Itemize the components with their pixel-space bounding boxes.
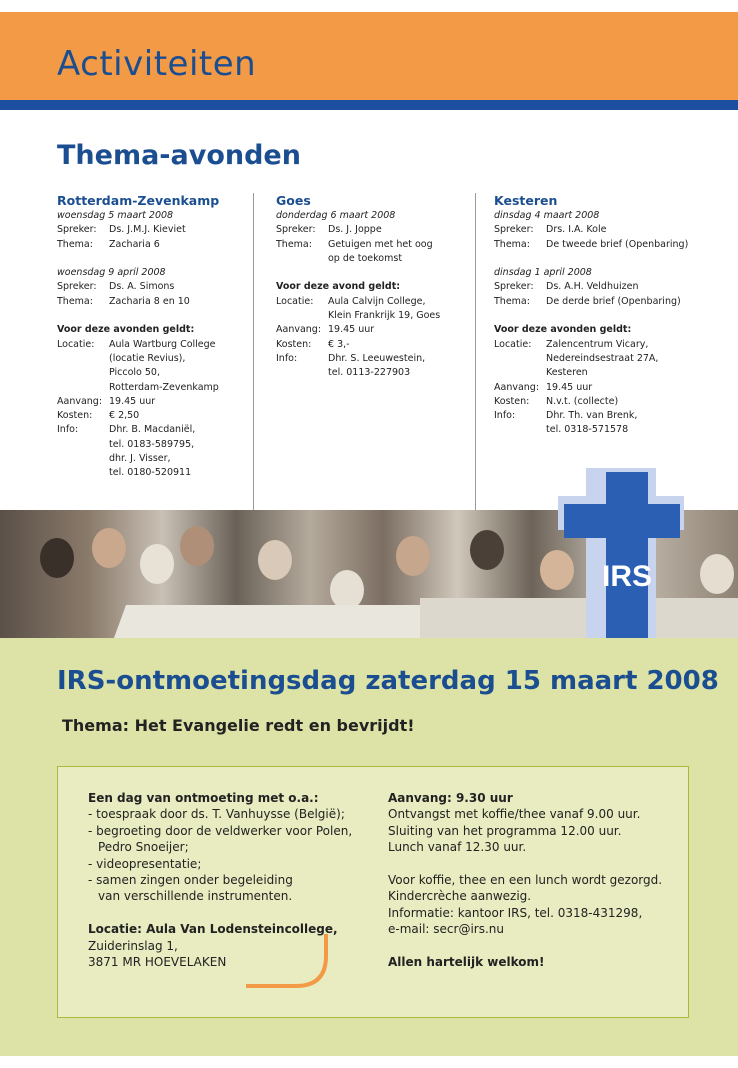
start-row	[276, 323, 471, 337]
speaker-label: Spreker:	[494, 281, 534, 293]
cross-vertical	[606, 472, 648, 638]
info-line: Dhr. Th. van Brenk,	[546, 410, 638, 422]
person-silhouette	[92, 528, 126, 568]
person-silhouette	[470, 530, 504, 570]
speaker-label: Spreker:	[57, 281, 97, 293]
schedule-line: Ontvangst met koffie/thee vanaf 9.00 uur.	[388, 807, 641, 822]
column-kesteren	[494, 193, 694, 438]
note-line: Informatie: kantoor IRS, tel. 0318-431298,	[388, 905, 643, 920]
location-line: (locatie Revius),	[109, 352, 186, 364]
welcome-text: Allen hartelijk welkom!	[388, 955, 545, 970]
city-heading: Kesteren	[494, 193, 558, 208]
applies-heading: Voor deze avond geldt:	[276, 281, 401, 293]
note-line: Voor koffie, thee en een lunch wordt gezorgd.	[388, 873, 663, 888]
speaker-row	[57, 223, 247, 237]
event-title: IRS-ontmoetingsdag zaterdag 15 maart 2008	[57, 666, 719, 696]
schedule-line: Sluiting van het programma 12.00 uur.	[388, 823, 622, 838]
theme-label: Thema:	[494, 238, 530, 250]
cost-value: N.v.t. (collecte)	[546, 395, 619, 407]
start-label: Aanvang:	[57, 395, 103, 407]
program-item: - toespraak door ds. T. Vanhuysse (België);	[88, 807, 345, 822]
info-line: tel. 0318-571578	[546, 424, 629, 436]
evening-date: dinsdag 1 april 2008	[494, 267, 592, 279]
cost-value: € 3,-	[328, 338, 350, 350]
address-line: 3871 MR HOEVELAKEN	[88, 955, 227, 970]
theme-label: Thema:	[57, 238, 93, 250]
start-value: 19.45 uur	[109, 395, 156, 407]
info-row	[57, 423, 247, 480]
theme-value: Zacharia 8 en 10	[109, 295, 190, 307]
location-line: Aula Wartburg College	[109, 338, 216, 350]
info-line: dhr. J. Visser,	[109, 453, 171, 465]
evening-date: donderdag 6 maart 2008	[276, 210, 396, 221]
program-item: - begroeting door de veldwerker voor Polen,	[88, 823, 353, 838]
speaker-label: Spreker:	[494, 224, 534, 236]
program-heading: Een dag van ontmoeting met o.a.:	[88, 791, 319, 805]
cost-label: Kosten:	[276, 338, 312, 350]
theme-value: De tweede brief (Openbaring)	[546, 238, 689, 250]
page-title: Activiteiten	[57, 44, 257, 84]
location-line: Zalencentrum Vicary,	[546, 338, 649, 350]
event-right-column	[388, 790, 678, 970]
location-line: Piccolo 50,	[109, 367, 160, 379]
evening-date: dinsdag 4 maart 2008	[494, 210, 600, 221]
column-divider	[253, 193, 254, 510]
column-divider	[475, 193, 476, 510]
program-item: - videopresentatie;	[88, 856, 202, 871]
speaker-value: Ds. A. Simons	[109, 281, 175, 293]
location-row	[57, 338, 247, 395]
evening-date: woensdag 9 april 2008	[57, 267, 166, 279]
speaker-value: Ds. A.H. Veldhuizen	[546, 281, 639, 293]
theme-value: Zacharia 6	[109, 238, 160, 250]
start-label: Aanvang:	[276, 324, 322, 336]
info-label: Info:	[494, 410, 516, 422]
speaker-value: Ds. J.M.J. Kieviet	[109, 224, 186, 236]
location-line: Aula Calvijn College,	[328, 295, 426, 307]
theme-line: Getuigen met het oog	[328, 238, 433, 250]
person-silhouette	[396, 536, 430, 576]
irs-cross-logo	[558, 468, 684, 638]
logo-text: IRS	[601, 560, 653, 593]
theme-row	[276, 238, 471, 267]
theme-row	[494, 238, 694, 252]
info-line: Dhr. B. Macdaniël,	[109, 424, 196, 436]
info-line: tel. 0180-520911	[109, 467, 192, 479]
info-row	[494, 409, 694, 438]
location-heading: Locatie: Aula Van Lodensteincollege,	[88, 922, 338, 937]
program-item: van verschillende instrumenten.	[98, 889, 293, 904]
theme-line: op de toekomst	[328, 252, 403, 264]
theme-value: De derde brief (Openbaring)	[546, 295, 681, 307]
location-line: Nedereindsestraat 27A,	[546, 352, 659, 364]
start-row	[494, 381, 694, 395]
section-title: Thema-avonden	[57, 140, 301, 171]
speaker-row	[494, 280, 694, 294]
person-silhouette	[330, 570, 364, 610]
cost-row	[57, 409, 247, 423]
schedule-line: Lunch vanaf 12.30 uur.	[388, 840, 527, 855]
theme-row	[57, 295, 247, 309]
program-item: - samen zingen onder begeleiding	[88, 873, 293, 888]
location-label: Locatie:	[57, 338, 95, 350]
person-silhouette	[40, 538, 74, 578]
speaker-row	[57, 280, 247, 294]
theme-label: Thema:	[57, 295, 93, 307]
cost-label: Kosten:	[57, 410, 93, 422]
start-value: 19.45 uur	[546, 381, 593, 393]
person-silhouette	[700, 554, 734, 594]
swoosh-stroke	[246, 934, 326, 986]
info-label: Info:	[276, 352, 298, 364]
cost-label: Kosten:	[494, 395, 530, 407]
location-line: Rotterdam-Zevenkamp	[109, 381, 219, 393]
start-label: Aanvang:	[494, 381, 540, 393]
location-label: Locatie:	[494, 338, 532, 350]
evening-date: woensdag 5 maart 2008	[57, 210, 174, 221]
location-label: Locatie:	[276, 295, 314, 307]
start-heading: Aanvang: 9.30 uur	[388, 791, 513, 805]
event-theme: Thema: Het Evangelie redt en bevrijdt!	[62, 716, 415, 735]
info-line: Dhr. S. Leeuwestein,	[328, 352, 426, 364]
theme-row	[57, 238, 247, 252]
start-value: 19.45 uur	[328, 324, 375, 336]
speaker-label: Spreker:	[57, 224, 97, 236]
program-item: Pedro Snoeijer;	[98, 840, 189, 855]
location-line: Klein Frankrijk 19, Goes	[328, 310, 441, 322]
column-rotterdam	[57, 193, 247, 481]
info-label: Info:	[57, 424, 79, 436]
info-row	[276, 352, 471, 381]
theme-label: Thema:	[494, 295, 530, 307]
city-heading: Rotterdam-Zevenkamp	[57, 193, 220, 208]
info-line: tel. 0183-589795,	[109, 438, 195, 450]
cross-horizontal	[564, 504, 680, 538]
location-row	[276, 295, 471, 324]
speaker-row	[276, 223, 471, 237]
speaker-label: Spreker:	[276, 224, 316, 236]
person-silhouette	[140, 544, 174, 584]
email-line: e-mail: secr@irs.nu	[388, 922, 504, 937]
orange-swoosh	[244, 932, 330, 988]
city-heading: Goes	[276, 193, 311, 208]
speaker-row	[494, 223, 694, 237]
location-line: Kesteren	[546, 367, 588, 379]
cost-row	[494, 395, 694, 409]
theme-label: Thema:	[276, 238, 312, 250]
speaker-value: Ds. J. Joppe	[328, 224, 382, 236]
applies-heading: Voor deze avonden geldt:	[57, 324, 195, 336]
speaker-value: Drs. I.A. Kole	[546, 224, 607, 236]
event-left-column	[88, 790, 373, 970]
location-row	[494, 338, 694, 381]
note-line: Kindercrèche aanwezig.	[388, 889, 532, 904]
column-goes	[276, 193, 471, 381]
theme-row	[494, 295, 694, 309]
start-row	[57, 395, 247, 409]
info-line: tel. 0113-227903	[328, 367, 411, 379]
person-silhouette	[180, 526, 214, 566]
applies-heading: Voor deze avonden geldt:	[494, 324, 632, 336]
cost-row	[276, 338, 471, 352]
header-stripe	[0, 100, 738, 110]
cost-value: € 2,50	[109, 410, 140, 422]
address-line: Zuiderinslag 1,	[88, 938, 178, 953]
person-silhouette	[258, 540, 292, 580]
